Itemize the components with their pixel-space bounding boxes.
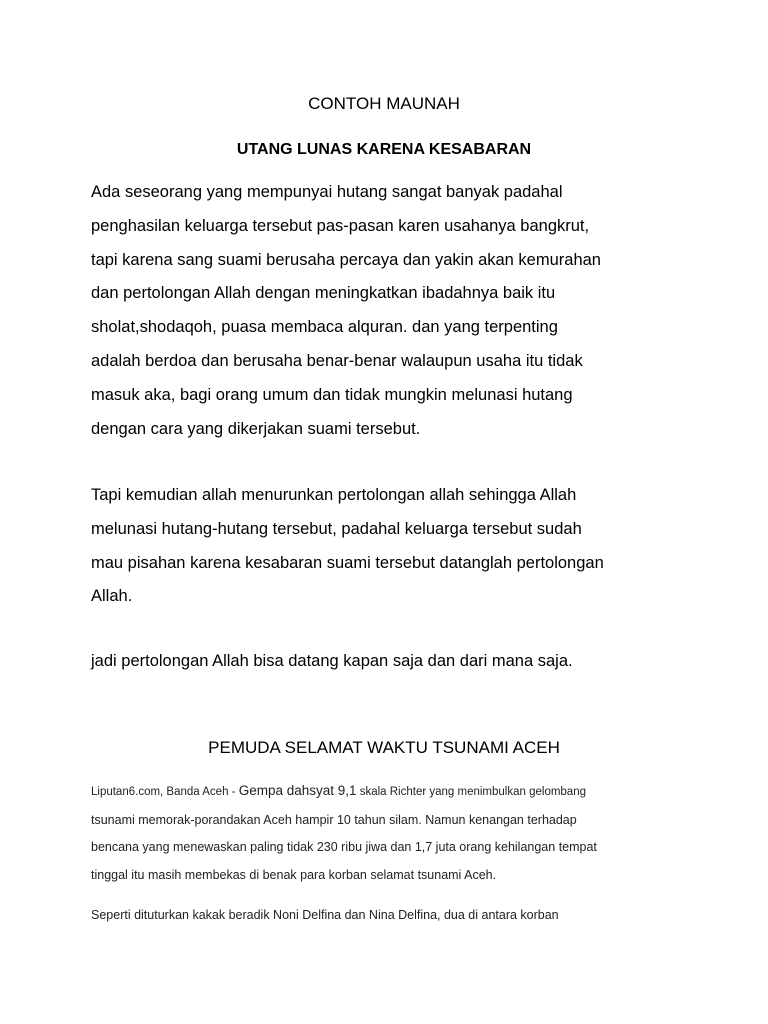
paragraph-2 xyxy=(91,479,691,614)
section-heading-utang-lunas: UTANG LUNAS KARENA KESABARAN xyxy=(236,141,532,158)
text-line: dengan cara yang dikerjakan suami tersebut. xyxy=(91,419,421,438)
text-line: melunasi hutang-hutang tersebut, padahal keluarga tersebut sudah xyxy=(91,519,582,538)
text-line: Allah. xyxy=(91,587,133,606)
text-segment: skala Richter yang menimbulkan gelombang xyxy=(356,786,586,798)
lead-text: Gempa dahsyat 9,1 xyxy=(238,783,357,798)
text-line: masuk aka, bagi orang umum dan tidak mungkin melunasi hutang xyxy=(91,385,573,404)
text-line: bencana yang menewaskan paling tidak 230 ribu jiwa dan 1,7 juta orang kehilangan tempat xyxy=(91,840,597,854)
article-paragraph-2 xyxy=(91,902,691,930)
text-line: Tapi kemudian allah menurunkan pertolongan allah sehingga Allah xyxy=(91,486,577,504)
article-first-line xyxy=(91,777,691,807)
text-line: adalah berdoa dan berusaha benar-benar walaupun usaha itu tidak xyxy=(91,351,583,370)
text-line: sholat,shodaqoh, puasa membaca alquran. dan yang terpenting xyxy=(91,318,558,337)
article-paragraph-1 xyxy=(91,777,691,889)
text-line: dan pertolongan Allah dengan meningkatkan ibadahnya baik itu xyxy=(91,284,556,303)
text-line: Seperti dituturkan kakak beradik Noni Delfina dan Nina Delfina, dua di antara korban xyxy=(91,908,559,922)
document-title: CONTOH MAUNAH xyxy=(308,94,460,113)
paragraph-1 xyxy=(91,176,691,446)
text-line: penghasilan keluarga tersebut pas-pasan karen usahanya bangkrut, xyxy=(91,216,590,235)
paragraph-3 xyxy=(91,645,691,679)
text-line: tsunami memorak-porandakan Aceh hampir 10 tahun silam. Namun kenangan terhadap xyxy=(91,812,577,827)
text-line: Ada seseorang yang mempunyai hutang sangat banyak padahal xyxy=(91,183,563,201)
text-line: tapi karena sang suami berusaha percaya dan yakin akan kemurahan xyxy=(91,250,601,269)
text-line: mau pisahan karena kesabaran suami tersebut datanglah pertolongan xyxy=(91,553,604,572)
news-source: Liputan6.com, Banda Aceh - xyxy=(91,786,239,798)
section-heading-pemuda-selamat: PEMUDA SELAMAT WAKTU TSUNAMI ACEH xyxy=(208,738,560,757)
text-line: jadi pertolongan Allah bisa datang kapan saja dan dari mana saja. xyxy=(91,652,573,670)
text-line: tinggal itu masih membekas di benak para korban selamat tsunami Aceh. xyxy=(91,867,497,882)
